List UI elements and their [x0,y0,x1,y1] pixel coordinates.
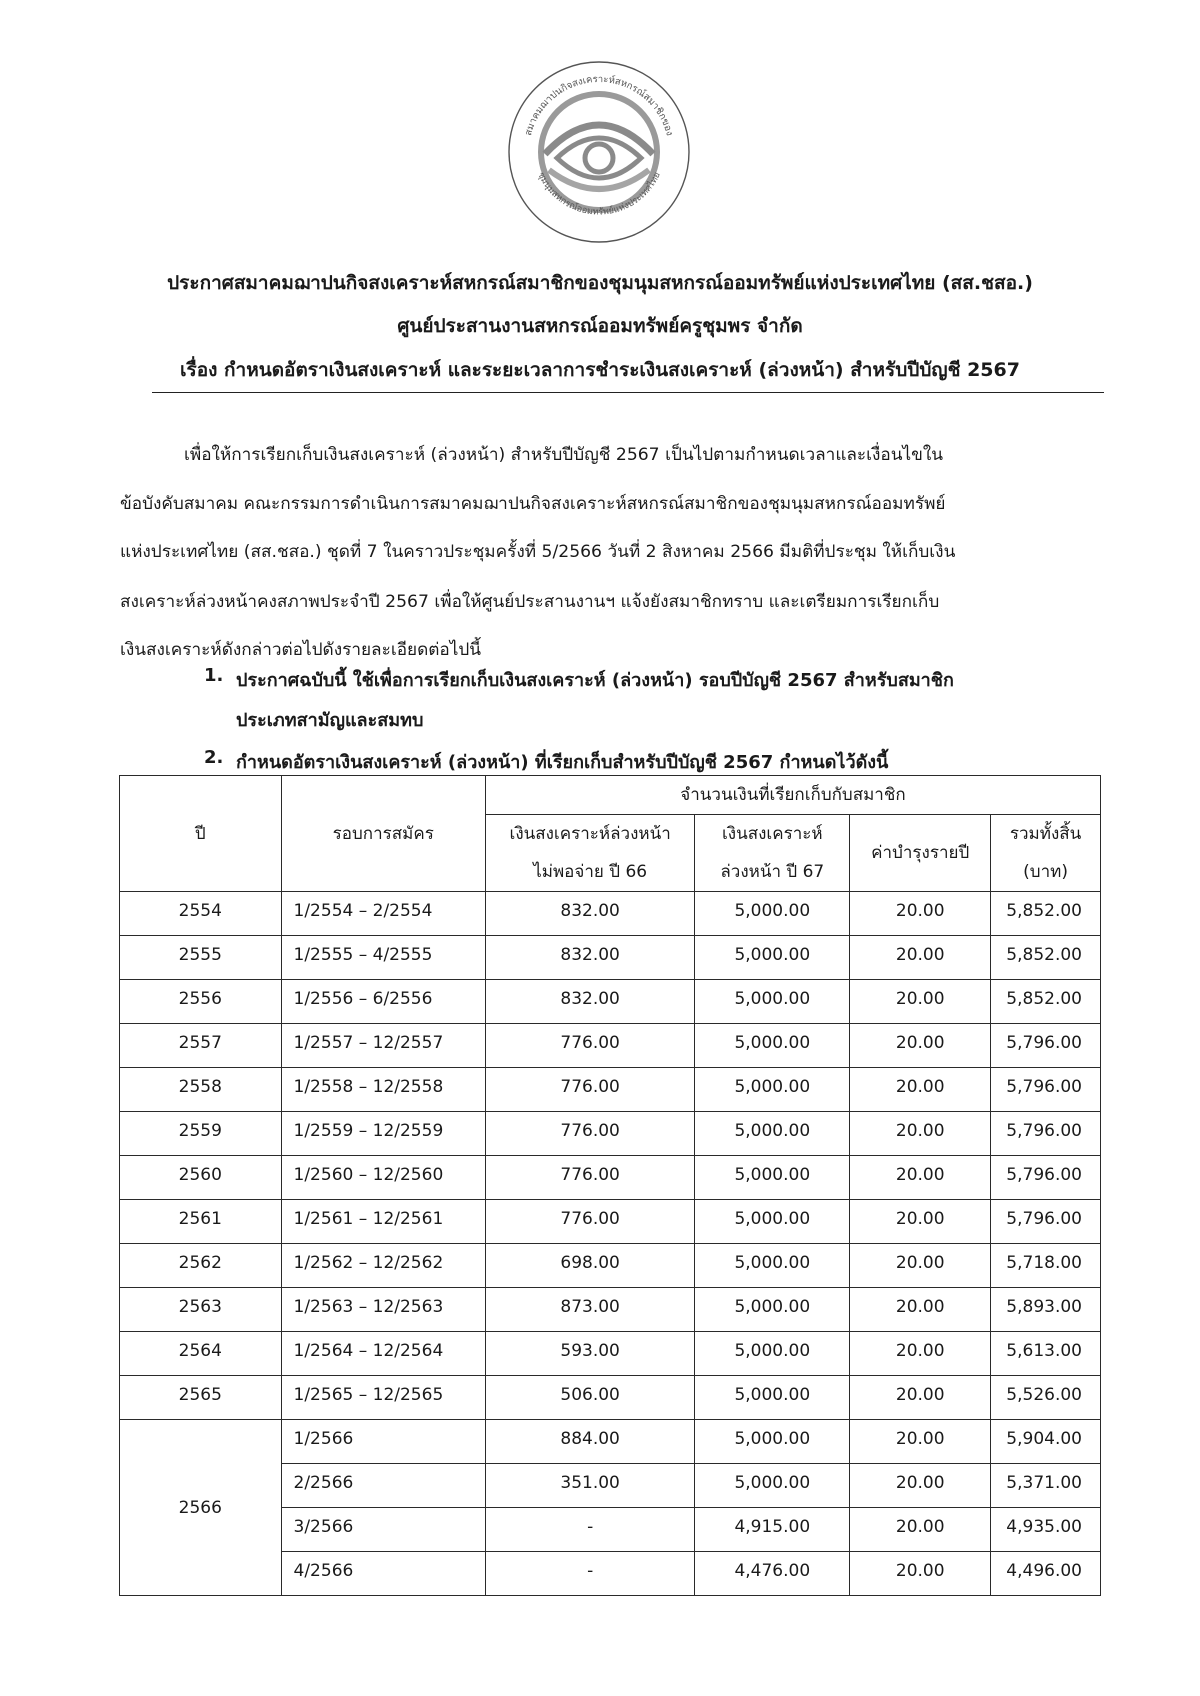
cell-advance-67: 5,000.00 [734,901,811,921]
cell-total: 5,796.00 [1006,1121,1082,1141]
item-number: 2. [204,747,224,768]
cell-total: 5,371.00 [1006,1473,1082,1493]
cell-year-2566: 2566 [120,1420,282,1596]
cell-advance-67: 4,915.00 [734,1517,811,1537]
cell-round: 1/2562 – 12/2562 [293,1253,444,1273]
heading-divider [152,392,1104,393]
announcement-title: ประกาศสมาคมฌาปนกิจสงเคราะห์สหกรณ์สมาชิกของชุมนุมสหกรณ์ออมทรัพย์แห่งประเทศไทย (สส.ชสอ.) [167,272,1033,294]
cell-total: 5,852.00 [1006,901,1082,921]
cell-advance-67: 4,476.00 [734,1561,811,1581]
cell-annual-fee: 20.00 [895,1077,945,1097]
table-row [120,936,1101,980]
cell-annual-fee: 20.00 [895,1165,945,1185]
table-row [120,980,1101,1024]
header-col-d [991,815,1101,892]
cell-advance-67: 5,000.00 [734,945,811,965]
cell-year: 2563 [178,1297,222,1317]
cell-round: 1/2554 – 2/2554 [293,901,433,921]
cell-total: 5,796.00 [1006,1033,1082,1053]
table-row [120,892,1101,936]
cell-shortfall-66: 776.00 [560,1121,620,1141]
cell-advance-67: 5,000.00 [734,1077,811,1097]
table-row [120,1244,1101,1288]
cell-shortfall-66: - [587,1517,594,1537]
paragraph-line: เพื่อให้การเรียกเก็บเงินสงเคราะห์ (ล่วงหน้า) สำหรับปีบัญชี 2567 เป็นไปตามกำหนดเวลาและเงื่อนไขใน [184,445,944,465]
cell-annual-fee: 20.00 [895,1385,945,1405]
cell-total: 5,904.00 [1006,1429,1082,1449]
cell-round: 1/2564 – 12/2564 [293,1341,444,1361]
cell-advance-67: 5,000.00 [734,1429,811,1449]
header-col-b [695,815,850,892]
header-amount-group: จำนวนเงินที่เรียกเก็บกับสมาชิก [485,776,1100,815]
cell-total: 4,496.00 [1006,1561,1082,1581]
header-col-a-line2: ไม่พอจ่าย ปี 66 [533,862,648,882]
cell-annual-fee: 20.00 [895,1209,945,1229]
cell-round: 1/2560 – 12/2560 [293,1165,444,1185]
cell-advance-67: 5,000.00 [734,1341,811,1361]
table-row [120,1068,1101,1112]
cell-advance-67: 5,000.00 [734,989,811,1009]
cell-round: 1/2557 – 12/2557 [293,1033,444,1053]
cell-year: 2562 [178,1253,222,1273]
cell-annual-fee: 20.00 [895,1341,945,1361]
cell-advance-67: 5,000.00 [734,1473,811,1493]
item-text: ประกาศฉบับนี้ ใช้เพื่อการเรียกเก็บเงินสงเคราะห์ (ล่วงหน้า) รอบปีบัญชี 2567 สำหรับสมาชิก [236,670,954,691]
cell-advance-67: 5,000.00 [734,1209,811,1229]
cell-year: 2560 [178,1165,222,1185]
cell-advance-67: 5,000.00 [734,1121,811,1141]
cell-annual-fee: 20.00 [895,1033,945,1053]
cell-shortfall-66: 351.00 [560,1473,620,1493]
cell-annual-fee: 20.00 [895,1517,945,1537]
cell-shortfall-66: 776.00 [560,1165,620,1185]
paragraph-line: เงินสงเคราะห์ดังกล่าวต่อไปดังรายละเอียดต่อไปนี้ [120,640,482,660]
cell-shortfall-66: 832.00 [560,945,620,965]
seal-lower-text: ชุมนุมสหกรณ์ออมทรัพย์แห่งประเทศไทย [535,170,663,218]
cell-shortfall-66: 832.00 [560,901,620,921]
cell-total: 5,796.00 [1006,1209,1082,1229]
item-number: 1. [204,665,224,686]
table-row [120,1156,1101,1200]
cell-shortfall-66: 776.00 [560,1209,620,1229]
header-col-d-line2: (บาท) [1023,862,1068,882]
table-row [120,1112,1101,1156]
cell-annual-fee: 20.00 [895,1473,945,1493]
cell-advance-67: 5,000.00 [734,1297,811,1317]
cell-total: 5,852.00 [1006,945,1082,965]
cell-round: 3/2566 [293,1517,354,1537]
subject-line: เรื่อง กำหนดอัตราเงินสงเคราะห์ และระยะเวลาการชำระเงินสงเคราะห์ (ล่วงหน้า) สำหรับปีบัญชี 2567 [180,359,1020,381]
header-col-c: ค่าบำรุงรายปี [850,815,991,892]
paragraph-line: แห่งประเทศไทย (สส.ชสอ.) ชุดที่ 7 ในคราวประชุมครั้งที่ 5/2566 วันที่ 2 สิงหาคม 2566 มีมติที่ประชุม ให้เก็บเงิน [120,542,956,562]
cell-round: 1/2563 – 12/2563 [293,1297,444,1317]
cell-round: 1/2566 [293,1429,354,1449]
cell-round: 1/2555 – 4/2555 [293,945,433,965]
header-col-d-line1: รวมทั้งสิ้น [1009,824,1082,844]
cell-round: 4/2566 [293,1561,354,1581]
header-round: รอบการสมัคร [281,776,485,892]
header-col-b-line1: เงินสงเคราะห์ [721,824,823,844]
cell-annual-fee: 20.00 [895,945,945,965]
cell-shortfall-66: 832.00 [560,989,620,1009]
cell-annual-fee: 20.00 [895,901,945,921]
table-row [120,1420,1101,1464]
cell-round: 1/2561 – 12/2561 [293,1209,444,1229]
cell-total: 5,893.00 [1006,1297,1082,1317]
cell-year: 2558 [178,1077,222,1097]
cell-round: 1/2558 – 12/2558 [293,1077,444,1097]
association-seal-logo [505,58,693,246]
cell-advance-67: 5,000.00 [734,1253,811,1273]
cell-year: 2564 [178,1341,222,1361]
seal-outer-text: สมาคมฌาปนกิจสงเคราะห์สหกรณ์สมาชิกของ [523,73,675,137]
cell-year: 2554 [178,901,222,921]
cell-advance-67: 5,000.00 [734,1165,811,1185]
cell-advance-67: 5,000.00 [734,1033,811,1053]
item-text: กำหนดอัตราเงินสงเคราะห์ (ล่วงหน้า) ที่เรียกเก็บสำหรับปีบัญชี 2567 กำหนดไว้ดังนี้ [236,752,889,773]
cell-round: 1/2559 – 12/2559 [293,1121,444,1141]
item-text: ประเภทสามัญและสมทบ [236,710,424,731]
cell-shortfall-66: 506.00 [560,1385,620,1405]
cell-shortfall-66: 873.00 [560,1297,620,1317]
cell-round: 1/2556 – 6/2556 [293,989,433,1009]
cell-annual-fee: 20.00 [895,989,945,1009]
header-col-b-line2: ล่วงหน้า ปี 67 [720,862,825,882]
cell-total: 5,613.00 [1006,1341,1082,1361]
center-name: ศูนย์ประสานงานสหกรณ์ออมทรัพย์ครูชุมพร จำกัด [397,315,803,337]
cell-annual-fee: 20.00 [895,1253,945,1273]
cell-year: 2565 [178,1385,222,1405]
cell-shortfall-66: 593.00 [560,1341,620,1361]
cell-round: 2/2566 [293,1473,354,1493]
cell-annual-fee: 20.00 [895,1429,945,1449]
table-row [120,1332,1101,1376]
cell-shortfall-66: 698.00 [560,1253,620,1273]
cell-advance-67: 5,000.00 [734,1385,811,1405]
cell-round: 1/2565 – 12/2565 [293,1385,444,1405]
table-row [120,1288,1101,1332]
cell-shortfall-66: - [587,1561,594,1581]
paragraph-line: ข้อบังคับสมาคม คณะกรรมการดำเนินการสมาคมฌาปนกิจสงเคราะห์สหกรณ์สมาชิกของชุมนุมสหกรณ์ออมทรัพย์ [120,494,946,514]
cell-total: 5,718.00 [1006,1253,1082,1273]
cell-total: 5,796.00 [1006,1077,1082,1097]
table-row [120,1376,1101,1420]
header-year: ปี [120,776,282,892]
cell-total: 5,852.00 [1006,989,1082,1009]
cell-year: 2557 [178,1033,222,1053]
cell-year: 2561 [178,1209,222,1229]
paragraph-line: สงเคราะห์ล่วงหน้าคงสภาพประจำปี 2567 เพื่อให้ศูนย์ประสานงานฯ แจ้งยังสมาชิกทราบ และเตรียมการเรียกเก็บ [120,592,940,612]
cell-shortfall-66: 776.00 [560,1077,620,1097]
fee-rate-table [119,775,1101,1596]
cell-year: 2559 [178,1121,222,1141]
table-row [120,1200,1101,1244]
cell-year: 2555 [178,945,222,965]
cell-shortfall-66: 776.00 [560,1033,620,1053]
header-col-a-line1: เงินสงเคราะห์ล่วงหน้า [509,824,671,844]
cell-annual-fee: 20.00 [895,1121,945,1141]
cell-annual-fee: 20.00 [895,1561,945,1581]
cell-year: 2556 [178,989,222,1009]
cell-shortfall-66: 884.00 [560,1429,620,1449]
cell-total: 5,796.00 [1006,1165,1082,1185]
table-row [120,1024,1101,1068]
cell-annual-fee: 20.00 [895,1297,945,1317]
header-col-a [485,815,694,892]
cell-total: 5,526.00 [1006,1385,1082,1405]
cell-total: 4,935.00 [1006,1517,1082,1537]
